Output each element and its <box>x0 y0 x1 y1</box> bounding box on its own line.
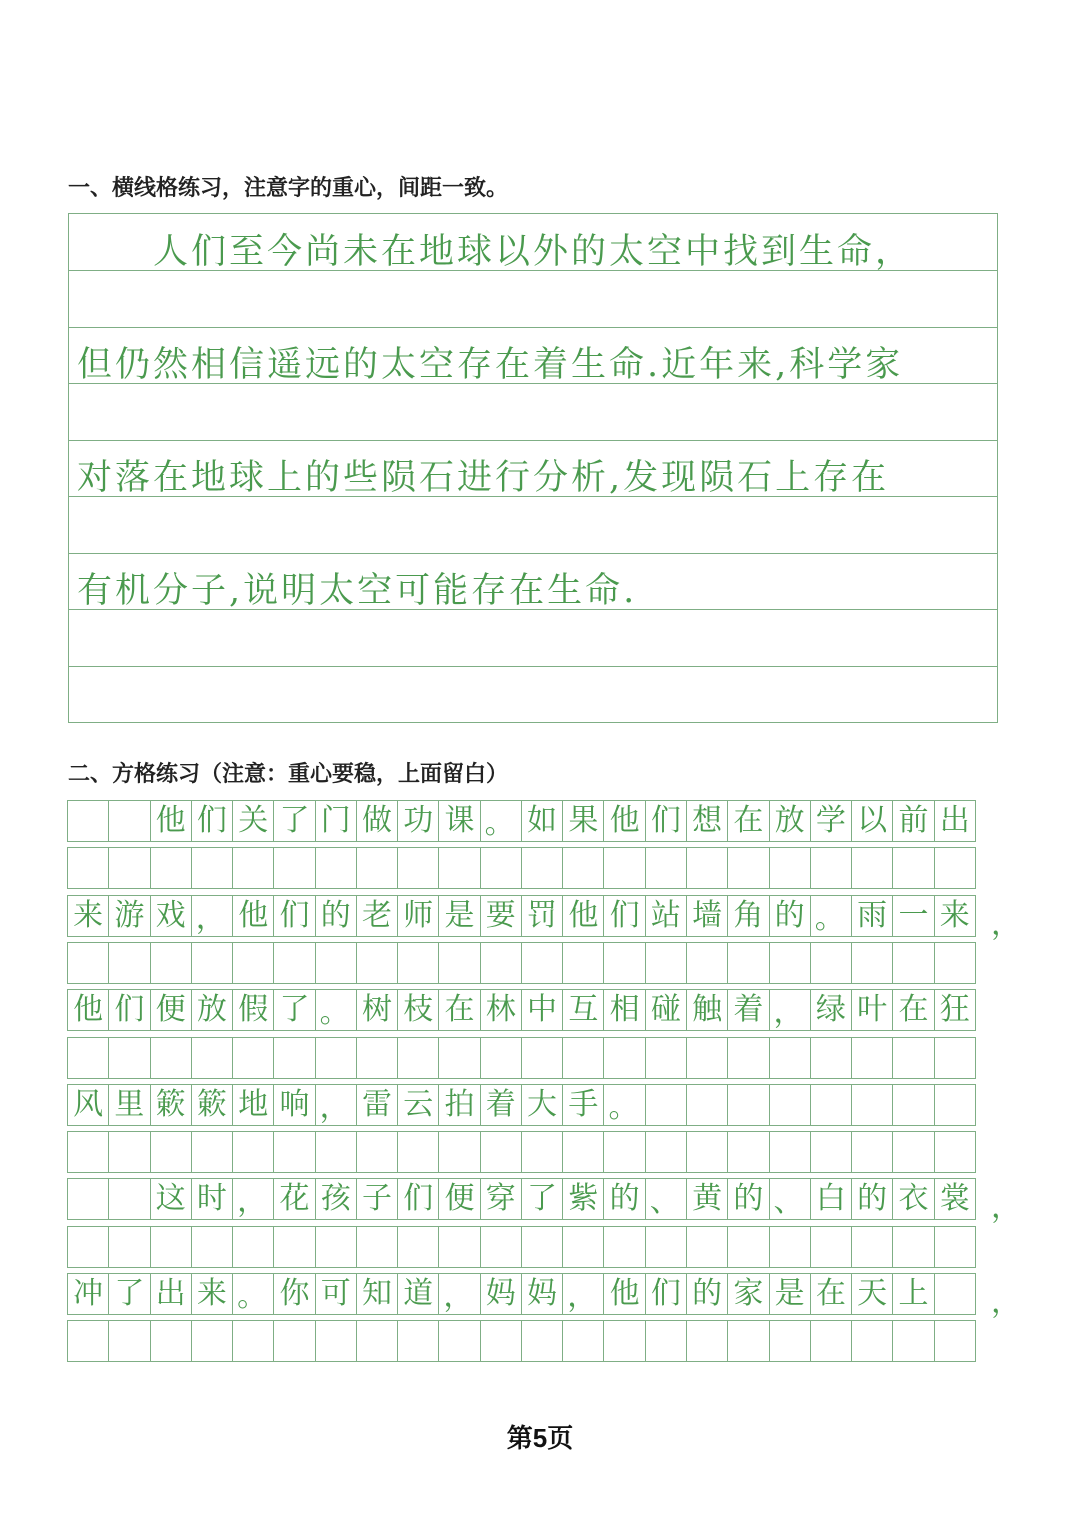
grid-cell: 碰 <box>645 989 687 1031</box>
grid-cell: 手 <box>562 1084 604 1126</box>
grid-cell: 天 <box>851 1273 893 1315</box>
grid-cell <box>810 847 852 889</box>
grid-cell: 。 <box>810 895 852 937</box>
grid-cell: 。 <box>232 1273 274 1315</box>
grid-cell <box>108 1320 150 1362</box>
grid-cell: 穿 <box>480 1178 522 1220</box>
grid-cell: 林 <box>480 989 522 1031</box>
grid-cell <box>892 1131 934 1173</box>
grid-cell <box>273 1320 315 1362</box>
grid-cell <box>232 1320 274 1362</box>
grid-cell <box>769 942 811 984</box>
grid-cell: 的 <box>851 1178 893 1220</box>
grid-cell: 地 <box>232 1084 274 1126</box>
grid-cell <box>315 1037 357 1079</box>
grid-cell: 妈 <box>480 1273 522 1315</box>
grid-cell: 簌 <box>191 1084 233 1126</box>
grid-row <box>67 800 997 842</box>
grid-cell: 一 <box>892 895 934 937</box>
grid-cell: 想 <box>686 800 728 842</box>
grid-cell: 课 <box>438 800 480 842</box>
grid-cell <box>67 1131 109 1173</box>
grid-cell <box>851 847 893 889</box>
grid-cell <box>232 1131 274 1173</box>
grid-cell <box>727 847 769 889</box>
grid-cell <box>480 1320 522 1362</box>
grid-cell <box>727 1320 769 1362</box>
grid-cell <box>67 942 109 984</box>
grid-cell: 功 <box>397 800 439 842</box>
grid-cell <box>232 1037 274 1079</box>
grid-row <box>67 989 997 1031</box>
grid-cell: 的 <box>603 1178 645 1220</box>
grid-cell: 。 <box>603 1084 645 1126</box>
grid-cell: 放 <box>769 800 811 842</box>
grid-cell <box>562 1226 604 1268</box>
grid-cell: 的 <box>686 1273 728 1315</box>
grid-cell: 老 <box>356 895 398 937</box>
grid-cell: 便 <box>150 989 192 1031</box>
grid-cell <box>397 1320 439 1362</box>
grid-cell <box>521 1226 563 1268</box>
grid-cell <box>562 1320 604 1362</box>
grid-cell <box>851 1226 893 1268</box>
grid-cell: 角 <box>727 895 769 937</box>
grid-cell <box>645 1320 687 1362</box>
grid-cell <box>438 942 480 984</box>
grid-cell <box>438 1131 480 1173</box>
grid-cell <box>934 1131 976 1173</box>
grid-cell <box>232 942 274 984</box>
grid-cell: 们 <box>273 895 315 937</box>
grid-cell <box>315 847 357 889</box>
grid-cell <box>769 1226 811 1268</box>
grid-cell: 来 <box>934 895 976 937</box>
grid-cell: 绿 <box>810 989 852 1031</box>
grid-cell <box>934 847 976 889</box>
grid-cell <box>727 1226 769 1268</box>
grid-cell <box>645 942 687 984</box>
grid-cell <box>150 847 192 889</box>
grid-cell <box>356 847 398 889</box>
grid-cell <box>810 1320 852 1362</box>
handwriting-line <box>77 393 991 449</box>
grid-cell <box>108 1226 150 1268</box>
grid-cell <box>934 1273 976 1315</box>
grid-cell: 他 <box>603 1273 645 1315</box>
grid-cell <box>108 1178 150 1220</box>
grid-cell <box>603 1226 645 1268</box>
grid-cell <box>108 942 150 984</box>
grid-cell: 、 <box>769 1178 811 1220</box>
grid-cell: 出 <box>150 1273 192 1315</box>
grid-cell: 了 <box>108 1273 150 1315</box>
grid-cell: 互 <box>562 989 604 1031</box>
grid-cell <box>810 1084 852 1126</box>
grid-cell <box>892 1037 934 1079</box>
grid-cell: 在 <box>438 989 480 1031</box>
grid-cell: 关 <box>232 800 274 842</box>
grid-cell: 来 <box>191 1273 233 1315</box>
grid-cell: 们 <box>397 1178 439 1220</box>
grid-row <box>67 1037 997 1079</box>
grid-cell <box>356 1320 398 1362</box>
grid-cell <box>521 1037 563 1079</box>
grid-cell: 戏 <box>150 895 192 937</box>
grid-cell <box>645 847 687 889</box>
grid-cell: 冲 <box>67 1273 109 1315</box>
grid-cell <box>934 1226 976 1268</box>
grid-cell <box>851 1320 893 1362</box>
grid-cell <box>480 942 522 984</box>
grid-cell <box>150 1226 192 1268</box>
grid-cell: 紫 <box>562 1178 604 1220</box>
handwriting-line <box>77 676 991 732</box>
trailing-punctuation: ， <box>991 1285 1021 1320</box>
grid-cell: 放 <box>191 989 233 1031</box>
grid-cell <box>562 1037 604 1079</box>
grid-cell: 是 <box>438 895 480 937</box>
grid-cell <box>810 942 852 984</box>
grid-cell <box>892 1226 934 1268</box>
section2-title: 二、方格练习（注意：重心要稳，上面留白） <box>68 762 509 787</box>
grid-cell <box>686 1320 728 1362</box>
grid-cell <box>727 1037 769 1079</box>
grid-row <box>67 1131 997 1173</box>
grid-cell <box>562 847 604 889</box>
grid-cell <box>438 1320 480 1362</box>
grid-row <box>67 1320 997 1362</box>
grid-cell <box>315 1320 357 1362</box>
grid-cell: 簌 <box>150 1084 192 1126</box>
grid-cell: 了 <box>521 1178 563 1220</box>
grid-cell: 中 <box>521 989 563 1031</box>
grid-cell <box>67 847 109 889</box>
grid-cell: 墙 <box>686 895 728 937</box>
grid-cell: 师 <box>397 895 439 937</box>
grid-cell: 。 <box>315 989 357 1031</box>
grid-cell <box>603 847 645 889</box>
grid-row <box>67 895 997 937</box>
grid-row <box>67 1084 997 1126</box>
grid-cell <box>521 1320 563 1362</box>
grid-cell: 出 <box>934 800 976 842</box>
grid-cell <box>356 942 398 984</box>
grid-cell <box>603 1131 645 1173</box>
grid-cell: 狂 <box>934 989 976 1031</box>
grid-cell: ， <box>232 1178 274 1220</box>
grid-cell <box>645 1131 687 1173</box>
grid-cell: 相 <box>603 989 645 1031</box>
grid-cell <box>686 1226 728 1268</box>
grid-cell: 里 <box>108 1084 150 1126</box>
grid-cell <box>686 1131 728 1173</box>
grid-cell: 前 <box>892 800 934 842</box>
grid-cell: ， <box>769 989 811 1031</box>
grid-cell <box>521 1131 563 1173</box>
grid-cell <box>150 1037 192 1079</box>
grid-cell <box>810 1226 852 1268</box>
grid-cell: 花 <box>273 1178 315 1220</box>
grid-cell: ， <box>191 895 233 937</box>
handwriting-line: 有机分子,说明太空可能存在生命. <box>77 570 638 611</box>
grid-cell <box>191 1131 233 1173</box>
grid-cell <box>851 942 893 984</box>
grid-cell: 们 <box>603 895 645 937</box>
grid-cell: 叶 <box>851 989 893 1031</box>
grid-cell <box>645 1084 687 1126</box>
grid-cell <box>603 1320 645 1362</box>
grid-cell <box>603 1037 645 1079</box>
grid-cell: 大 <box>521 1084 563 1126</box>
grid-cell: 在 <box>727 800 769 842</box>
grid-cell <box>67 1320 109 1362</box>
grid-cell <box>686 942 728 984</box>
page-number: 第5页 <box>506 1423 574 1453</box>
grid-cell: 在 <box>892 989 934 1031</box>
grid-cell <box>397 847 439 889</box>
grid-cell <box>397 1037 439 1079</box>
handwriting-line: 人们至今尚未在地球以外的太空中找到生命， <box>77 232 914 272</box>
grid-cell: 的 <box>315 895 357 937</box>
grid-cell <box>397 1131 439 1173</box>
grid-cell <box>232 1226 274 1268</box>
grid-cell <box>851 1131 893 1173</box>
grid-cell: 他 <box>562 895 604 937</box>
grid-cell: 着 <box>727 989 769 1031</box>
grid-cell <box>315 1226 357 1268</box>
lined-practice-area <box>68 213 998 723</box>
grid-cell: 可 <box>315 1273 357 1315</box>
grid-cell: 雷 <box>356 1084 398 1126</box>
grid-cell: 云 <box>397 1084 439 1126</box>
grid-cell: ， <box>562 1273 604 1315</box>
grid-row <box>67 1273 997 1315</box>
grid-cell <box>315 1131 357 1173</box>
grid-cell <box>67 1037 109 1079</box>
grid-cell <box>191 1226 233 1268</box>
grid-cell: 游 <box>108 895 150 937</box>
grid-cell: 便 <box>438 1178 480 1220</box>
grid-cell: 学 <box>810 800 852 842</box>
grid-cell: 上 <box>892 1273 934 1315</box>
grid-cell: 们 <box>645 800 687 842</box>
grid-cell <box>232 847 274 889</box>
grid-cell: 以 <box>851 800 893 842</box>
grid-cell: 着 <box>480 1084 522 1126</box>
grid-cell <box>67 800 109 842</box>
grid-cell <box>480 1131 522 1173</box>
grid-cell: 来 <box>67 895 109 937</box>
grid-cell <box>892 942 934 984</box>
grid-cell: 做 <box>356 800 398 842</box>
handwriting-line <box>77 280 991 336</box>
grid-cell <box>191 942 233 984</box>
handwriting-line <box>77 506 991 562</box>
grid-cell <box>934 942 976 984</box>
grid-cell: 如 <box>521 800 563 842</box>
grid-cell <box>892 847 934 889</box>
grid-cell: 树 <box>356 989 398 1031</box>
grid-cell <box>108 800 150 842</box>
grid-cell: 子 <box>356 1178 398 1220</box>
grid-cell <box>191 1320 233 1362</box>
grid-cell <box>769 1131 811 1173</box>
grid-cell <box>521 847 563 889</box>
grid-cell <box>108 1037 150 1079</box>
grid-cell: 要 <box>480 895 522 937</box>
grid-cell <box>603 942 645 984</box>
grid-cell: 们 <box>191 800 233 842</box>
grid-cell: 雨 <box>851 895 893 937</box>
grid-cell <box>356 1037 398 1079</box>
grid-cell <box>273 942 315 984</box>
grid-cell <box>273 1037 315 1079</box>
grid-cell: ， <box>315 1084 357 1126</box>
grid-cell <box>769 1320 811 1362</box>
grid-cell: 们 <box>645 1273 687 1315</box>
grid-cell <box>769 847 811 889</box>
grid-cell <box>892 1320 934 1362</box>
grid-cell: 的 <box>727 1178 769 1220</box>
grid-cell <box>438 1226 480 1268</box>
trailing-punctuation: ， <box>991 906 1021 942</box>
grid-cell: 裳 <box>934 1178 976 1220</box>
grid-row <box>67 847 997 889</box>
grid-cell: 妈 <box>521 1273 563 1315</box>
grid-cell <box>397 942 439 984</box>
grid-cell <box>438 1037 480 1079</box>
grid-cell: 罚 <box>521 895 563 937</box>
grid-cell <box>934 1037 976 1079</box>
grid-cell <box>273 1226 315 1268</box>
grid-cell: 枝 <box>397 989 439 1031</box>
grid-cell: 假 <box>232 989 274 1031</box>
grid-cell: 他 <box>232 895 274 937</box>
grid-cell: 白 <box>810 1178 852 1220</box>
grid-cell <box>273 847 315 889</box>
grid-cell: 们 <box>108 989 150 1031</box>
grid-cell: 你 <box>273 1273 315 1315</box>
grid-cell <box>769 1084 811 1126</box>
grid-cell <box>108 847 150 889</box>
grid-cell: 的 <box>769 895 811 937</box>
grid-cell: 是 <box>769 1273 811 1315</box>
grid-row <box>67 1226 997 1268</box>
grid-cell <box>727 1131 769 1173</box>
grid-cell: 知 <box>356 1273 398 1315</box>
grid-cell: 时 <box>191 1178 233 1220</box>
section1-title: 一、横线格练习，注意字的重心，间距一致。 <box>68 176 509 201</box>
grid-cell <box>810 1037 852 1079</box>
grid-cell <box>645 1037 687 1079</box>
grid-cell <box>438 847 480 889</box>
grid-cell <box>686 847 728 889</box>
grid-cell: 他 <box>67 989 109 1031</box>
grid-cell <box>191 847 233 889</box>
grid-cell <box>67 1226 109 1268</box>
grid-cell <box>686 1084 728 1126</box>
grid-cell: 果 <box>562 800 604 842</box>
grid-cell: 了 <box>273 800 315 842</box>
grid-cell <box>562 942 604 984</box>
grid-cell <box>273 1131 315 1173</box>
grid-cell: 家 <box>727 1273 769 1315</box>
grid-cell: 孩 <box>315 1178 357 1220</box>
grid-cell <box>727 942 769 984</box>
grid-row <box>67 942 997 984</box>
grid-cell: 了 <box>273 989 315 1031</box>
grid-cell <box>67 1178 109 1220</box>
grid-cell: 衣 <box>892 1178 934 1220</box>
grid-cell: 触 <box>686 989 728 1031</box>
grid-cell <box>108 1131 150 1173</box>
grid-cell <box>150 942 192 984</box>
grid-cell: 门 <box>315 800 357 842</box>
grid-cell <box>480 847 522 889</box>
grid-cell <box>315 942 357 984</box>
grid-cell: 这 <box>150 1178 192 1220</box>
grid-cell <box>727 1084 769 1126</box>
trailing-punctuation: ， <box>991 1190 1021 1226</box>
grid-cell <box>191 1037 233 1079</box>
grid-cell: 风 <box>67 1084 109 1126</box>
grid-cell: 响 <box>273 1084 315 1126</box>
grid-cell: 他 <box>603 800 645 842</box>
grid-cell <box>356 1131 398 1173</box>
grid-cell <box>521 942 563 984</box>
grid-cell: 在 <box>810 1273 852 1315</box>
handwriting-line: 但仍然相信遥远的太空存在着生命.近年来,科学家 <box>77 344 904 385</box>
grid-cell <box>934 1320 976 1362</box>
handwriting-line: 对落在地球上的些陨石进行分析,发现陨石上存在 <box>77 457 890 498</box>
grid-cell: 拍 <box>438 1084 480 1126</box>
grid-cell <box>562 1131 604 1173</box>
grid-cell <box>645 1226 687 1268</box>
grid-cell <box>934 1084 976 1126</box>
grid-cell <box>397 1226 439 1268</box>
grid-cell <box>150 1320 192 1362</box>
grid-cell <box>356 1226 398 1268</box>
grid-cell <box>851 1037 893 1079</box>
grid-cell <box>769 1037 811 1079</box>
grid-cell: 。 <box>480 800 522 842</box>
grid-cell <box>851 1084 893 1126</box>
grid-cell <box>150 1131 192 1173</box>
grid-cell <box>480 1226 522 1268</box>
grid-cell: 站 <box>645 895 687 937</box>
grid-cell: 道 <box>397 1273 439 1315</box>
grid-cell: 他 <box>150 800 192 842</box>
handwriting-line <box>77 619 991 675</box>
grid-row <box>67 1178 997 1220</box>
grid-cell <box>810 1131 852 1173</box>
grid-cell <box>480 1037 522 1079</box>
grid-cell <box>892 1084 934 1126</box>
grid-cell: ， <box>438 1273 480 1315</box>
grid-cell: 黄 <box>686 1178 728 1220</box>
grid-cell: 、 <box>645 1178 687 1220</box>
grid-cell <box>686 1037 728 1079</box>
